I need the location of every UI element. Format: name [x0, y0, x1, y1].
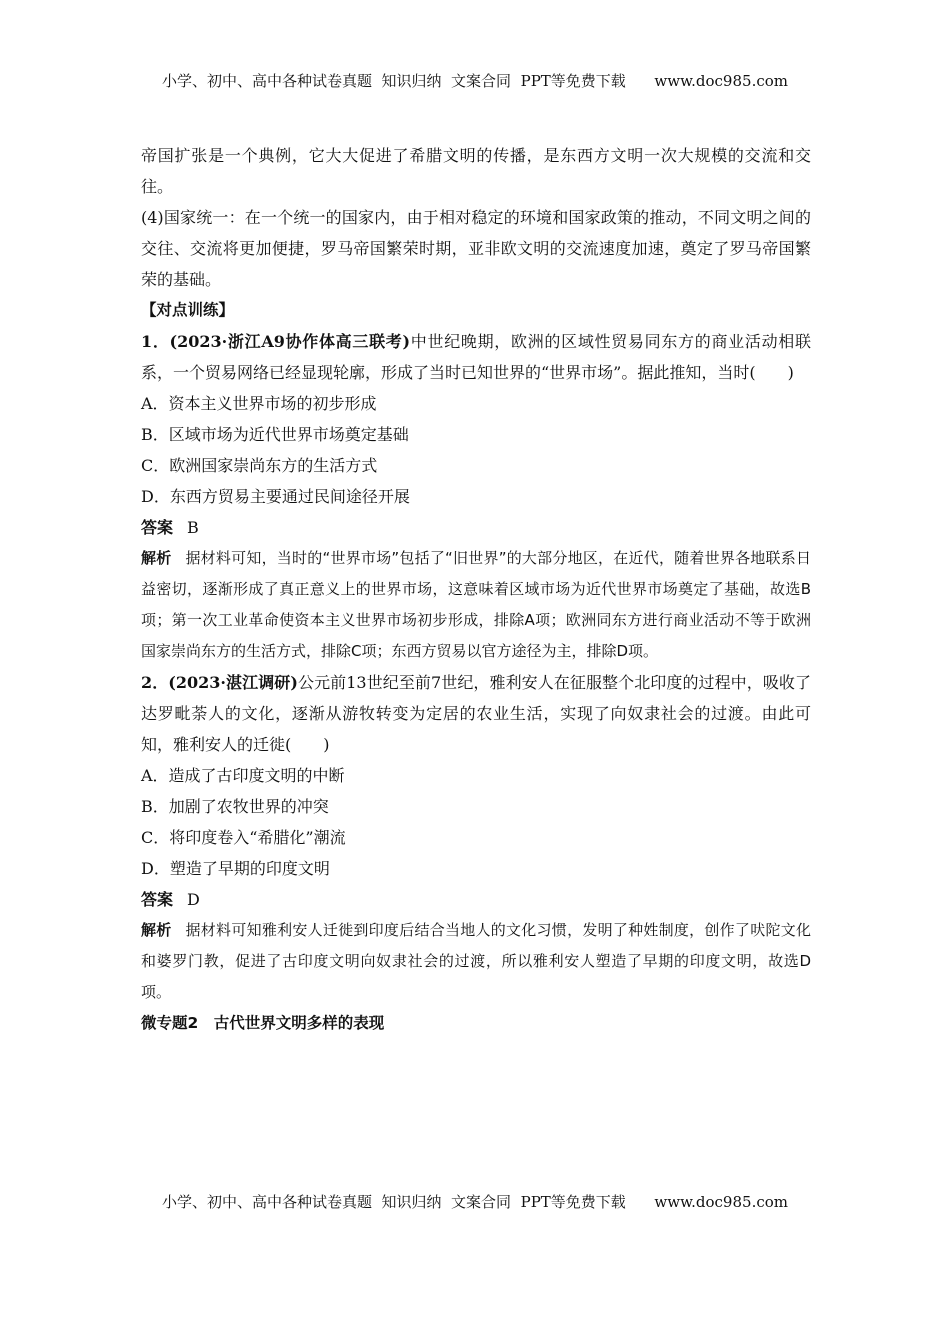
question-1	[141, 326, 811, 388]
answer-label: 答案	[141, 518, 174, 537]
question-2	[141, 667, 811, 760]
question-2-analysis	[141, 915, 811, 1008]
analysis-label: 解析	[141, 549, 172, 567]
question-1-stem: 中世纪晚期，欧洲的区域性贸易同东方的商业活动相联系，一个贸易网络已经显现轮廓，形成了当时已知世界的“世界市场”。据此推知，当时( )	[141, 332, 811, 382]
question-2-stem: 公元前13世纪至前7世纪，雅利安人在征服整个北印度的过程中，吸收了达罗毗荼人的文化，逐渐从游牧转变为定居的农业生活，实现了向奴隶社会的过渡。由此可知，雅利安人的迁徙( )	[141, 673, 811, 754]
topic-heading: 微专题2 古代世界文明多样的表现	[141, 1014, 385, 1032]
analysis-label: 解析	[141, 921, 172, 939]
question-1-option-a: A．资本主义世界市场的初步形成	[141, 394, 377, 413]
intro-paragraph-2: (4)国家统一：在一个统一的国家内，由于相对稳定的环境和国家政策的推动，不同文明之间的交往、交流将更加便捷，罗马帝国繁荣时期，亚非欧文明的交流速度加速，奠定了罗马帝国繁荣的基础。	[141, 208, 811, 289]
question-1-option-c: C．欧洲国家崇尚东方的生活方式	[141, 456, 378, 475]
question-2-option-c: C．将印度卷入“希腊化”潮流	[141, 828, 346, 847]
question-1-source: 1．(2023·浙江A9协作体高三联考)	[141, 332, 411, 351]
page-header: 小学、初中、高中各种试卷真题 知识归纳 文案合同 PPT等免费下载 www.doc985.com	[161, 72, 788, 90]
question-2-option-a: A．造成了古印度文明的中断	[141, 766, 345, 785]
answer-value: D	[187, 890, 200, 909]
question-2-option-b: B．加剧了农牧世界的冲突	[141, 797, 329, 816]
section-title: 【对点训练】	[141, 301, 235, 319]
analysis-text: 据材料可知雅利安人迁徙到印度后结合当地人的文化习惯，发明了种姓制度，创作了吠陀文化和婆罗门教，促进了古印度文明向奴隶社会的过渡，所以雅利安人塑造了早期的印度文明，故选D项。	[141, 921, 811, 1001]
document-body	[141, 140, 811, 1039]
question-1-option-d: D．东西方贸易主要通过民间途径开展	[141, 487, 410, 506]
intro-paragraph-1: 帝国扩张是一个典例，它大大促进了希腊文明的传播，是东西方文明一次大规模的交流和交往。	[141, 146, 811, 196]
question-2-answer	[141, 884, 811, 915]
question-2-source: 2．(2023·湛江调研)	[141, 673, 298, 692]
question-1-answer	[141, 512, 811, 543]
answer-label: 答案	[141, 890, 174, 909]
page-footer: 小学、初中、高中各种试卷真题 知识归纳 文案合同 PPT等免费下载 www.doc985.com	[161, 1193, 788, 1211]
answer-value: B	[187, 518, 199, 537]
question-2-option-d: D．塑造了早期的印度文明	[141, 859, 330, 878]
analysis-text: 据材料可知，当时的“世界市场”包括了“旧世界”的大部分地区，在近代，随着世界各地联系日益密切，逐渐形成了真正意义上的世界市场，这意味着区域市场为近代世界市场奠定了基础，故选B项；第一次工业革命使资本主义世界市场初步形成，排除A项；欧洲同东方进行商业活动不等于欧洲国家崇尚东方的生活方式，排除C项；东西方贸易以官方途径为主，排除D项。	[141, 549, 811, 660]
question-1-analysis	[141, 543, 811, 667]
question-1-option-b: B．区域市场为近代世界市场奠定基础	[141, 425, 409, 444]
